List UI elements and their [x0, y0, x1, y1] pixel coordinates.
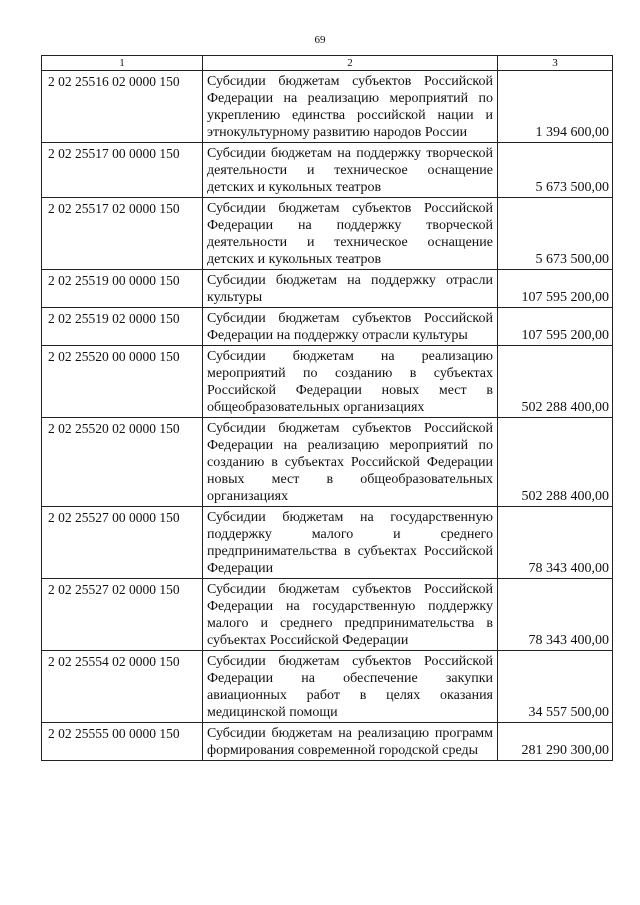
table-row: [42, 308, 613, 346]
budget-description: Субсидии бюджетам на реализацию мероприятий по созданию в субъектах Российской Федерации новых мест в общеобразовательных организациях: [203, 346, 498, 418]
budget-description: Субсидии бюджетам субъектов Российской Федерации на обеспечение закупки авиационных работ в целях оказания медицинской помощи: [203, 651, 498, 723]
budget-amount: 34 557 500,00: [498, 651, 613, 723]
budget-amount: 281 290 300,00: [498, 723, 613, 761]
table-row: [42, 723, 613, 761]
header-description: 2: [203, 56, 498, 71]
table-row: [42, 418, 613, 507]
budget-amount: 5 673 500,00: [498, 198, 613, 270]
budget-description: Субсидии бюджетам субъектов Российской Федерации на реализацию мероприятий по укреплению единства российской нации и этнокультурному развитию народов России: [203, 71, 498, 143]
budget-code: 2 02 25555 00 0000 150: [42, 723, 203, 761]
budget-description: Субсидии бюджетам субъектов Российской Федерации на поддержку отрасли культуры: [203, 308, 498, 346]
budget-amount: 107 595 200,00: [498, 308, 613, 346]
budget-description: Субсидии бюджетам на поддержку отрасли культуры: [203, 270, 498, 308]
table-row: [42, 507, 613, 579]
table-body: [42, 71, 613, 761]
budget-amount: 107 595 200,00: [498, 270, 613, 308]
budget-code: 2 02 25554 02 0000 150: [42, 651, 203, 723]
budget-description: Субсидии бюджетам на государственную поддержку малого и среднего предпринимательства в субъектах Российской Федерации: [203, 507, 498, 579]
budget-code: 2 02 25517 00 0000 150: [42, 143, 203, 198]
budget-amount: 502 288 400,00: [498, 346, 613, 418]
budget-table: [41, 55, 613, 761]
budget-description: Субсидии бюджетам на поддержку творческой деятельности и техническое оснащение детских и кукольных театров: [203, 143, 498, 198]
table-row: [42, 651, 613, 723]
budget-description: Субсидии бюджетам субъектов Российской Федерации на государственную поддержку малого и среднего предпринимательства в субъектах Российской Федерации: [203, 579, 498, 651]
table-row: [42, 143, 613, 198]
header-row: [42, 56, 613, 71]
budget-amount: 502 288 400,00: [498, 418, 613, 507]
budget-code: 2 02 25527 02 0000 150: [42, 579, 203, 651]
budget-code: 2 02 25517 02 0000 150: [42, 198, 203, 270]
budget-code: 2 02 25520 00 0000 150: [42, 346, 203, 418]
header-amount: 3: [498, 56, 613, 71]
header-code: 1: [42, 56, 203, 71]
table-row: [42, 198, 613, 270]
budget-code: 2 02 25520 02 0000 150: [42, 418, 203, 507]
table-row: [42, 71, 613, 143]
budget-code: 2 02 25519 00 0000 150: [42, 270, 203, 308]
page-number: 69: [314, 34, 326, 46]
budget-description: Субсидии бюджетам субъектов Российской Федерации на реализацию мероприятий по созданию в субъектах Российской Федерации новых мест в общеобразовательных организациях: [203, 418, 498, 507]
budget-amount: 1 394 600,00: [498, 71, 613, 143]
budget-amount: 5 673 500,00: [498, 143, 613, 198]
budget-amount: 78 343 400,00: [498, 579, 613, 651]
budget-amount: 78 343 400,00: [498, 507, 613, 579]
budget-code: 2 02 25527 00 0000 150: [42, 507, 203, 579]
budget-description: Субсидии бюджетам субъектов Российской Федерации на поддержку творческой деятельности и техническое оснащение детских и кукольных театров: [203, 198, 498, 270]
table-row: [42, 346, 613, 418]
table-row: [42, 270, 613, 308]
table-row: [42, 579, 613, 651]
budget-description: Субсидии бюджетам на реализацию программ формирования современной городской среды: [203, 723, 498, 761]
budget-code: 2 02 25516 02 0000 150: [42, 71, 203, 143]
table-header: [42, 56, 613, 71]
budget-code: 2 02 25519 02 0000 150: [42, 308, 203, 346]
